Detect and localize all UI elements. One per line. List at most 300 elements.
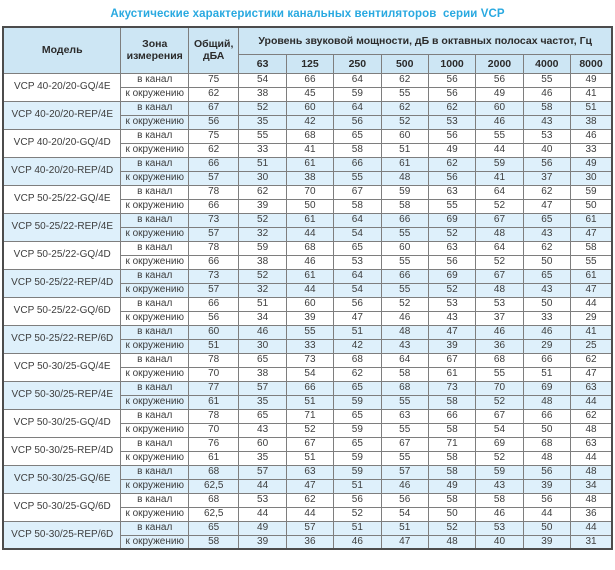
col-header-zone: Зона измерения bbox=[121, 27, 189, 73]
band-value-2000hz: 55 bbox=[476, 129, 523, 143]
band-value-63hz: 35 bbox=[239, 451, 286, 465]
band-value-250hz: 53 bbox=[334, 255, 381, 269]
band-value-250hz: 51 bbox=[334, 479, 381, 493]
col-header-total-dba: Общий, дБА bbox=[188, 27, 238, 73]
model-name: VCP 50-30/25-REP/6D bbox=[3, 521, 121, 549]
band-value-63hz: 35 bbox=[239, 395, 286, 409]
band-value-63hz: 39 bbox=[239, 535, 286, 549]
header-row-top bbox=[3, 27, 612, 54]
band-value-1000hz: 50 bbox=[428, 507, 475, 521]
band-value-1000hz: 69 bbox=[428, 269, 475, 283]
zone-label: в канал bbox=[121, 185, 189, 199]
band-value-63hz: 59 bbox=[239, 241, 286, 255]
band-value-8000hz: 33 bbox=[571, 143, 612, 157]
zone-label: к окружению bbox=[121, 255, 189, 269]
table-header bbox=[3, 27, 612, 73]
band-value-500hz: 63 bbox=[381, 409, 428, 423]
band-value-250hz: 65 bbox=[334, 129, 381, 143]
band-value-4000hz: 47 bbox=[523, 199, 570, 213]
total-dba-value: 70 bbox=[188, 367, 238, 381]
band-value-63hz: 60 bbox=[239, 437, 286, 451]
band-value-2000hz: 49 bbox=[476, 87, 523, 101]
band-value-63hz: 35 bbox=[239, 115, 286, 129]
band-value-8000hz: 63 bbox=[571, 381, 612, 395]
band-value-4000hz: 43 bbox=[523, 227, 570, 241]
band-value-4000hz: 58 bbox=[523, 101, 570, 115]
band-value-250hz: 52 bbox=[334, 507, 381, 521]
total-dba-value: 61 bbox=[188, 395, 238, 409]
band-value-125hz: 60 bbox=[286, 101, 333, 115]
band-value-2000hz: 52 bbox=[476, 451, 523, 465]
band-value-500hz: 55 bbox=[381, 87, 428, 101]
total-dba-value: 66 bbox=[188, 157, 238, 171]
total-dba-value: 73 bbox=[188, 269, 238, 283]
band-value-1000hz: 43 bbox=[428, 311, 475, 325]
band-value-63hz: 44 bbox=[239, 479, 286, 493]
band-value-125hz: 68 bbox=[286, 241, 333, 255]
band-value-8000hz: 63 bbox=[571, 437, 612, 451]
model-name: VCP 50-25/22-REP/6D bbox=[3, 325, 121, 353]
band-value-63hz: 38 bbox=[239, 367, 286, 381]
band-value-125hz: 42 bbox=[286, 115, 333, 129]
band-value-8000hz: 36 bbox=[571, 507, 612, 521]
band-value-8000hz: 58 bbox=[571, 241, 612, 255]
total-dba-value: 68 bbox=[188, 493, 238, 507]
band-value-63hz: 57 bbox=[239, 381, 286, 395]
zone-label: в канал bbox=[121, 381, 189, 395]
band-value-4000hz: 68 bbox=[523, 437, 570, 451]
zone-label: в канал bbox=[121, 493, 189, 507]
band-value-2000hz: 67 bbox=[476, 213, 523, 227]
zone-label: в канал bbox=[121, 157, 189, 171]
band-value-8000hz: 46 bbox=[571, 129, 612, 143]
model-name: VCP 40-20/20-GQ/4D bbox=[3, 129, 121, 157]
model-name: VCP 50-25/22-REP/4E bbox=[3, 213, 121, 241]
band-value-8000hz: 47 bbox=[571, 227, 612, 241]
band-value-2000hz: 48 bbox=[476, 227, 523, 241]
band-value-500hz: 61 bbox=[381, 157, 428, 171]
zone-label: в канал bbox=[121, 297, 189, 311]
band-value-63hz: 38 bbox=[239, 255, 286, 269]
zone-label: в канал bbox=[121, 129, 189, 143]
band-value-125hz: 60 bbox=[286, 297, 333, 311]
band-value-500hz: 59 bbox=[381, 185, 428, 199]
band-value-63hz: 52 bbox=[239, 269, 286, 283]
band-value-500hz: 66 bbox=[381, 269, 428, 283]
band-value-125hz: 61 bbox=[286, 157, 333, 171]
band-value-250hz: 59 bbox=[334, 395, 381, 409]
band-value-2000hz: 44 bbox=[476, 143, 523, 157]
band-value-1000hz: 63 bbox=[428, 185, 475, 199]
band-value-500hz: 58 bbox=[381, 367, 428, 381]
band-value-125hz: 44 bbox=[286, 283, 333, 297]
band-value-63hz: 32 bbox=[239, 227, 286, 241]
band-value-500hz: 56 bbox=[381, 493, 428, 507]
total-dba-value: 78 bbox=[188, 241, 238, 255]
band-value-1000hz: 56 bbox=[428, 171, 475, 185]
zone-label: в канал bbox=[121, 73, 189, 87]
band-value-63hz: 30 bbox=[239, 171, 286, 185]
band-value-500hz: 51 bbox=[381, 143, 428, 157]
model-name: VCP 40-20/20-REP/4E bbox=[3, 101, 121, 129]
band-value-1000hz: 56 bbox=[428, 87, 475, 101]
band-value-2000hz: 56 bbox=[476, 73, 523, 87]
band-value-4000hz: 62 bbox=[523, 185, 570, 199]
band-value-125hz: 46 bbox=[286, 255, 333, 269]
band-value-250hz: 56 bbox=[334, 493, 381, 507]
band-value-500hz: 64 bbox=[381, 353, 428, 367]
band-value-500hz: 55 bbox=[381, 423, 428, 437]
band-value-250hz: 56 bbox=[334, 297, 381, 311]
table-row bbox=[3, 185, 612, 199]
band-value-8000hz: 48 bbox=[571, 423, 612, 437]
band-value-125hz: 63 bbox=[286, 465, 333, 479]
band-value-2000hz: 52 bbox=[476, 199, 523, 213]
model-name: VCP 40-20/20-GQ/4E bbox=[3, 73, 121, 101]
band-value-4000hz: 46 bbox=[523, 87, 570, 101]
band-value-4000hz: 65 bbox=[523, 269, 570, 283]
zone-label: в канал bbox=[121, 353, 189, 367]
band-value-63hz: 51 bbox=[239, 157, 286, 171]
band-value-250hz: 67 bbox=[334, 185, 381, 199]
band-value-125hz: 39 bbox=[286, 311, 333, 325]
model-name: VCP 50-30/25-GQ/4E bbox=[3, 353, 121, 381]
band-value-1000hz: 53 bbox=[428, 115, 475, 129]
table-row bbox=[3, 73, 612, 87]
zone-label: в канал bbox=[121, 465, 189, 479]
band-value-4000hz: 50 bbox=[523, 423, 570, 437]
band-value-4000hz: 48 bbox=[523, 395, 570, 409]
col-header-freq-1000hz: 1000 bbox=[428, 54, 475, 73]
band-value-500hz: 55 bbox=[381, 451, 428, 465]
band-value-1000hz: 63 bbox=[428, 241, 475, 255]
total-dba-value: 76 bbox=[188, 437, 238, 451]
band-value-4000hz: 69 bbox=[523, 381, 570, 395]
band-value-500hz: 48 bbox=[381, 325, 428, 339]
band-value-8000hz: 44 bbox=[571, 297, 612, 311]
table-row bbox=[3, 241, 612, 255]
zone-label: в канал bbox=[121, 521, 189, 535]
band-value-4000hz: 66 bbox=[523, 353, 570, 367]
band-value-2000hz: 48 bbox=[476, 283, 523, 297]
band-value-2000hz: 46 bbox=[476, 507, 523, 521]
total-dba-value: 75 bbox=[188, 129, 238, 143]
band-value-1000hz: 58 bbox=[428, 465, 475, 479]
zone-label: в канал bbox=[121, 269, 189, 283]
band-value-1000hz: 58 bbox=[428, 493, 475, 507]
zone-label: в канал bbox=[121, 213, 189, 227]
total-dba-value: 57 bbox=[188, 283, 238, 297]
band-value-2000hz: 52 bbox=[476, 395, 523, 409]
zone-label: в канал bbox=[121, 409, 189, 423]
band-value-63hz: 52 bbox=[239, 213, 286, 227]
table-row bbox=[3, 381, 612, 395]
band-value-500hz: 58 bbox=[381, 199, 428, 213]
zone-label: к окружению bbox=[121, 283, 189, 297]
model-name: VCP 50-30/25-GQ/6D bbox=[3, 493, 121, 521]
band-value-4000hz: 53 bbox=[523, 129, 570, 143]
band-value-250hz: 55 bbox=[334, 171, 381, 185]
model-name: VCP 50-30/25-GQ/6E bbox=[3, 465, 121, 493]
band-value-250hz: 64 bbox=[334, 269, 381, 283]
band-value-2000hz: 36 bbox=[476, 339, 523, 353]
band-value-4000hz: 56 bbox=[523, 465, 570, 479]
total-dba-value: 78 bbox=[188, 353, 238, 367]
band-value-125hz: 36 bbox=[286, 535, 333, 549]
total-dba-value: 78 bbox=[188, 409, 238, 423]
band-value-63hz: 30 bbox=[239, 339, 286, 353]
band-value-125hz: 70 bbox=[286, 185, 333, 199]
table-row bbox=[3, 269, 612, 283]
band-value-2000hz: 60 bbox=[476, 101, 523, 115]
band-value-8000hz: 30 bbox=[571, 171, 612, 185]
band-value-2000hz: 40 bbox=[476, 535, 523, 549]
band-value-8000hz: 49 bbox=[571, 157, 612, 171]
band-value-2000hz: 64 bbox=[476, 185, 523, 199]
band-value-4000hz: 50 bbox=[523, 521, 570, 535]
band-value-8000hz: 49 bbox=[571, 73, 612, 87]
zone-label: в канал bbox=[121, 325, 189, 339]
model-name: VCP 50-25/22-REP/4D bbox=[3, 269, 121, 297]
zone-label: в канал bbox=[121, 101, 189, 115]
band-value-125hz: 61 bbox=[286, 269, 333, 283]
band-value-125hz: 68 bbox=[286, 129, 333, 143]
band-value-500hz: 52 bbox=[381, 115, 428, 129]
col-header-freq-250hz: 250 bbox=[334, 54, 381, 73]
band-value-4000hz: 62 bbox=[523, 241, 570, 255]
band-value-63hz: 44 bbox=[239, 507, 286, 521]
band-value-2000hz: 59 bbox=[476, 157, 523, 171]
zone-label: к окружению bbox=[121, 395, 189, 409]
model-name: VCP 40-20/20-REP/4D bbox=[3, 157, 121, 185]
band-value-8000hz: 55 bbox=[571, 255, 612, 269]
band-value-8000hz: 41 bbox=[571, 87, 612, 101]
band-value-1000hz: 66 bbox=[428, 409, 475, 423]
total-dba-value: 66 bbox=[188, 297, 238, 311]
band-value-63hz: 65 bbox=[239, 353, 286, 367]
band-value-125hz: 44 bbox=[286, 227, 333, 241]
band-value-500hz: 57 bbox=[381, 465, 428, 479]
band-value-8000hz: 41 bbox=[571, 325, 612, 339]
band-value-63hz: 34 bbox=[239, 311, 286, 325]
zone-label: к окружению bbox=[121, 423, 189, 437]
band-value-125hz: 57 bbox=[286, 521, 333, 535]
band-value-4000hz: 65 bbox=[523, 213, 570, 227]
total-dba-value: 61 bbox=[188, 451, 238, 465]
band-value-63hz: 46 bbox=[239, 325, 286, 339]
band-value-1000hz: 53 bbox=[428, 297, 475, 311]
total-dba-value: 70 bbox=[188, 423, 238, 437]
table-row bbox=[3, 213, 612, 227]
band-value-63hz: 38 bbox=[239, 87, 286, 101]
col-header-sound-power-group: Уровень звуковой мощности, дБ в октавных полосах частот, Гц bbox=[239, 27, 612, 54]
band-value-63hz: 53 bbox=[239, 493, 286, 507]
total-dba-value: 57 bbox=[188, 227, 238, 241]
total-dba-value: 67 bbox=[188, 101, 238, 115]
band-value-250hz: 58 bbox=[334, 143, 381, 157]
total-dba-value: 65 bbox=[188, 521, 238, 535]
col-header-freq-63hz: 63 bbox=[239, 54, 286, 73]
band-value-500hz: 46 bbox=[381, 311, 428, 325]
zone-label: к окружению bbox=[121, 367, 189, 381]
band-value-500hz: 60 bbox=[381, 129, 428, 143]
band-value-2000hz: 67 bbox=[476, 409, 523, 423]
band-value-4000hz: 55 bbox=[523, 73, 570, 87]
band-value-4000hz: 50 bbox=[523, 255, 570, 269]
zone-label: к окружению bbox=[121, 115, 189, 129]
table-row bbox=[3, 297, 612, 311]
model-name: VCP 50-30/25-REP/4E bbox=[3, 381, 121, 409]
zone-label: в канал bbox=[121, 437, 189, 451]
band-value-4000hz: 33 bbox=[523, 311, 570, 325]
band-value-125hz: 50 bbox=[286, 199, 333, 213]
band-value-1000hz: 47 bbox=[428, 325, 475, 339]
band-value-8000hz: 25 bbox=[571, 339, 612, 353]
band-value-2000hz: 59 bbox=[476, 465, 523, 479]
band-value-1000hz: 67 bbox=[428, 353, 475, 367]
band-value-250hz: 65 bbox=[334, 409, 381, 423]
model-name: VCP 50-25/22-GQ/6D bbox=[3, 297, 121, 325]
acoustic-characteristics-table bbox=[2, 26, 613, 550]
page-title: Акустические характеристики канальных вентиляторов серии VCP bbox=[110, 8, 505, 20]
band-value-125hz: 61 bbox=[286, 213, 333, 227]
band-value-4000hz: 51 bbox=[523, 367, 570, 381]
total-dba-value: 75 bbox=[188, 73, 238, 87]
band-value-1000hz: 73 bbox=[428, 381, 475, 395]
band-value-125hz: 62 bbox=[286, 493, 333, 507]
zone-label: к окружению bbox=[121, 535, 189, 549]
band-value-250hz: 54 bbox=[334, 283, 381, 297]
band-value-8000hz: 44 bbox=[571, 395, 612, 409]
band-value-250hz: 47 bbox=[334, 311, 381, 325]
band-value-4000hz: 48 bbox=[523, 451, 570, 465]
band-value-8000hz: 44 bbox=[571, 451, 612, 465]
band-value-1000hz: 52 bbox=[428, 521, 475, 535]
band-value-125hz: 51 bbox=[286, 395, 333, 409]
total-dba-value: 60 bbox=[188, 325, 238, 339]
band-value-63hz: 43 bbox=[239, 423, 286, 437]
band-value-8000hz: 59 bbox=[571, 185, 612, 199]
band-value-1000hz: 55 bbox=[428, 199, 475, 213]
table-row bbox=[3, 325, 612, 339]
band-value-500hz: 55 bbox=[381, 395, 428, 409]
band-value-2000hz: 46 bbox=[476, 115, 523, 129]
model-name: VCP 50-30/25-REP/4D bbox=[3, 437, 121, 465]
band-value-1000hz: 56 bbox=[428, 255, 475, 269]
band-value-125hz: 52 bbox=[286, 423, 333, 437]
band-value-1000hz: 52 bbox=[428, 283, 475, 297]
band-value-1000hz: 61 bbox=[428, 367, 475, 381]
band-value-1000hz: 48 bbox=[428, 535, 475, 549]
total-dba-value: 57 bbox=[188, 171, 238, 185]
zone-label: к окружению bbox=[121, 143, 189, 157]
band-value-125hz: 33 bbox=[286, 339, 333, 353]
band-value-4000hz: 44 bbox=[523, 507, 570, 521]
band-value-500hz: 62 bbox=[381, 101, 428, 115]
band-value-125hz: 47 bbox=[286, 479, 333, 493]
band-value-500hz: 68 bbox=[381, 381, 428, 395]
band-value-4000hz: 43 bbox=[523, 283, 570, 297]
band-value-500hz: 52 bbox=[381, 297, 428, 311]
table-body bbox=[3, 73, 612, 549]
table-row bbox=[3, 437, 612, 451]
band-value-8000hz: 29 bbox=[571, 311, 612, 325]
table-row bbox=[3, 353, 612, 367]
band-value-63hz: 54 bbox=[239, 73, 286, 87]
band-value-8000hz: 61 bbox=[571, 213, 612, 227]
band-value-2000hz: 37 bbox=[476, 311, 523, 325]
band-value-4000hz: 50 bbox=[523, 297, 570, 311]
band-value-250hz: 65 bbox=[334, 437, 381, 451]
zone-label: к окружению bbox=[121, 339, 189, 353]
zone-label: к окружению bbox=[121, 451, 189, 465]
band-value-8000hz: 62 bbox=[571, 409, 612, 423]
band-value-1000hz: 62 bbox=[428, 101, 475, 115]
band-value-1000hz: 58 bbox=[428, 395, 475, 409]
band-value-250hz: 59 bbox=[334, 423, 381, 437]
band-value-1000hz: 52 bbox=[428, 227, 475, 241]
band-value-250hz: 65 bbox=[334, 241, 381, 255]
band-value-250hz: 42 bbox=[334, 339, 381, 353]
band-value-1000hz: 49 bbox=[428, 479, 475, 493]
total-dba-value: 51 bbox=[188, 339, 238, 353]
band-value-8000hz: 50 bbox=[571, 199, 612, 213]
total-dba-value: 62,5 bbox=[188, 507, 238, 521]
band-value-250hz: 64 bbox=[334, 213, 381, 227]
band-value-1000hz: 56 bbox=[428, 129, 475, 143]
band-value-250hz: 64 bbox=[334, 101, 381, 115]
band-value-4000hz: 39 bbox=[523, 535, 570, 549]
band-value-4000hz: 40 bbox=[523, 143, 570, 157]
band-value-250hz: 51 bbox=[334, 325, 381, 339]
col-header-freq-125hz: 125 bbox=[286, 54, 333, 73]
band-value-2000hz: 64 bbox=[476, 241, 523, 255]
zone-label: к окружению bbox=[121, 87, 189, 101]
band-value-1000hz: 58 bbox=[428, 451, 475, 465]
band-value-125hz: 54 bbox=[286, 367, 333, 381]
band-value-250hz: 56 bbox=[334, 115, 381, 129]
band-value-4000hz: 46 bbox=[523, 325, 570, 339]
table-row bbox=[3, 129, 612, 143]
table-row bbox=[3, 409, 612, 423]
col-header-freq-4000hz: 4000 bbox=[523, 54, 570, 73]
band-value-2000hz: 67 bbox=[476, 269, 523, 283]
total-dba-value: 62 bbox=[188, 143, 238, 157]
total-dba-value: 62 bbox=[188, 87, 238, 101]
band-value-125hz: 66 bbox=[286, 73, 333, 87]
band-value-63hz: 39 bbox=[239, 199, 286, 213]
band-value-2000hz: 70 bbox=[476, 381, 523, 395]
total-dba-value: 56 bbox=[188, 311, 238, 325]
band-value-500hz: 54 bbox=[381, 507, 428, 521]
total-dba-value: 77 bbox=[188, 381, 238, 395]
band-value-8000hz: 47 bbox=[571, 367, 612, 381]
band-value-500hz: 55 bbox=[381, 283, 428, 297]
model-name: VCP 50-30/25-GQ/4D bbox=[3, 409, 121, 437]
band-value-4000hz: 66 bbox=[523, 409, 570, 423]
band-value-250hz: 59 bbox=[334, 451, 381, 465]
band-value-63hz: 49 bbox=[239, 521, 286, 535]
band-value-125hz: 55 bbox=[286, 325, 333, 339]
band-value-250hz: 51 bbox=[334, 521, 381, 535]
band-value-2000hz: 46 bbox=[476, 325, 523, 339]
band-value-1000hz: 62 bbox=[428, 157, 475, 171]
band-value-250hz: 59 bbox=[334, 87, 381, 101]
total-dba-value: 58 bbox=[188, 535, 238, 549]
col-header-freq-2000hz: 2000 bbox=[476, 54, 523, 73]
band-value-500hz: 67 bbox=[381, 437, 428, 451]
band-value-63hz: 57 bbox=[239, 465, 286, 479]
